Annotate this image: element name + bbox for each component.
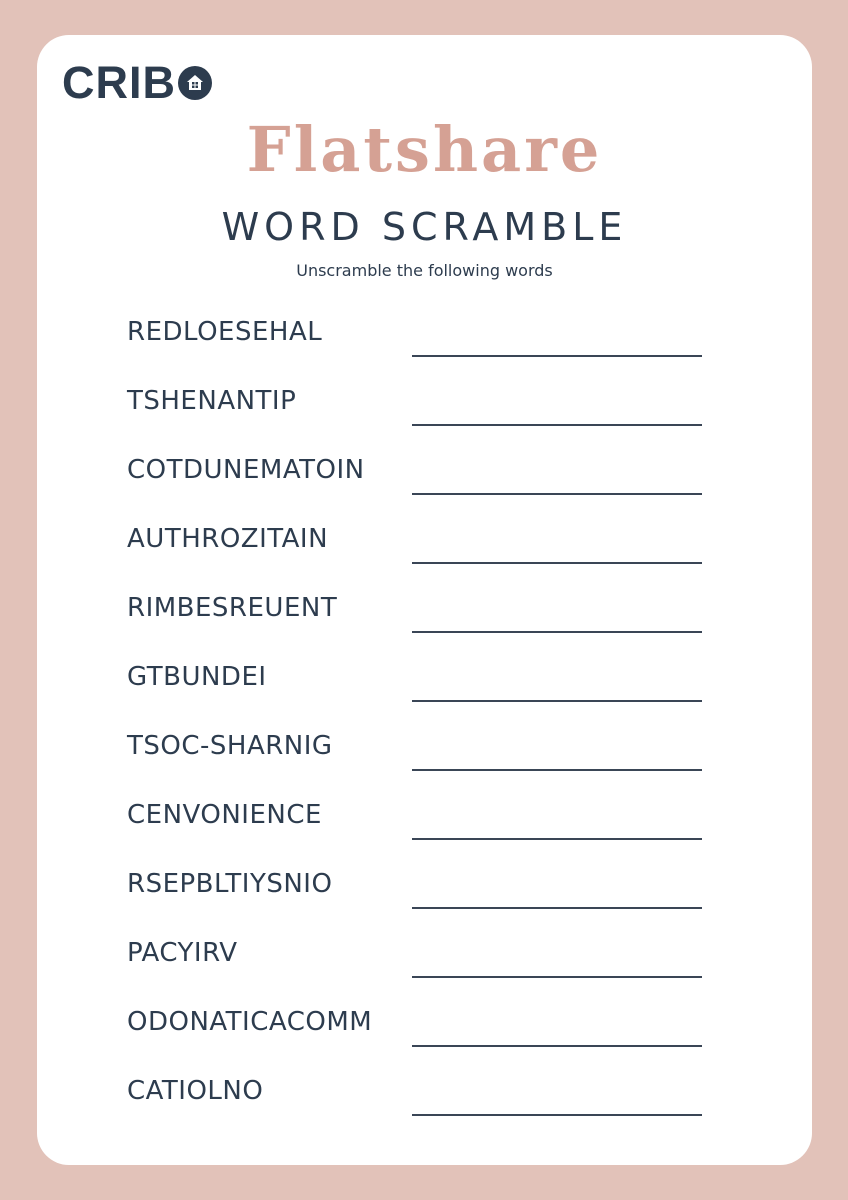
cribo-logo bbox=[62, 55, 212, 111]
answer-line[interactable] bbox=[412, 769, 702, 771]
house-icon bbox=[178, 66, 212, 100]
answer-line[interactable] bbox=[412, 424, 702, 426]
answer-line[interactable] bbox=[412, 493, 702, 495]
answer-line[interactable] bbox=[412, 1045, 702, 1047]
scrambled-word: CENVONIENCE bbox=[127, 800, 322, 830]
word-row bbox=[37, 524, 812, 593]
answer-line[interactable] bbox=[412, 976, 702, 978]
scrambled-word: RIMBESREUENT bbox=[127, 593, 338, 623]
scrambled-word: TSHENANTIP bbox=[127, 386, 297, 416]
scrambled-word: CATIOLNO bbox=[127, 1076, 264, 1106]
answer-line[interactable] bbox=[412, 355, 702, 357]
scrambled-word: AUTHROZITAIN bbox=[127, 524, 329, 554]
answer-line[interactable] bbox=[412, 631, 702, 633]
page-title: Flatshare bbox=[246, 113, 603, 186]
scrambled-word: PACYIRV bbox=[127, 938, 238, 968]
scrambled-word: GTBUNDEI bbox=[127, 662, 267, 692]
word-row bbox=[37, 317, 812, 386]
word-row bbox=[37, 1007, 812, 1076]
word-row bbox=[37, 386, 812, 455]
word-row bbox=[37, 938, 812, 1007]
word-row bbox=[37, 1076, 812, 1145]
word-row bbox=[37, 455, 812, 524]
scrambled-word: REDLOESEHAL bbox=[127, 317, 323, 347]
instruction-text: Unscramble the following words bbox=[296, 261, 553, 280]
word-row bbox=[37, 593, 812, 662]
scrambled-word: RSEPBLTIYSNIO bbox=[127, 869, 333, 899]
scrambled-word: COTDUNEMATOIN bbox=[127, 455, 365, 485]
answer-line[interactable] bbox=[412, 907, 702, 909]
page-subtitle: WORD SCRAMBLE bbox=[221, 205, 628, 249]
logo-text: CRIB bbox=[62, 57, 176, 108]
word-row bbox=[37, 800, 812, 869]
answer-line[interactable] bbox=[412, 1114, 702, 1116]
word-row bbox=[37, 869, 812, 938]
scrambled-word: TSOC-SHARNIG bbox=[127, 731, 333, 761]
worksheet-card bbox=[37, 35, 812, 1165]
word-row bbox=[37, 731, 812, 800]
answer-line[interactable] bbox=[412, 838, 702, 840]
answer-line[interactable] bbox=[412, 562, 702, 564]
answer-line[interactable] bbox=[412, 700, 702, 702]
word-row bbox=[37, 662, 812, 731]
scrambled-word: ODONATICACOMM bbox=[127, 1007, 373, 1037]
